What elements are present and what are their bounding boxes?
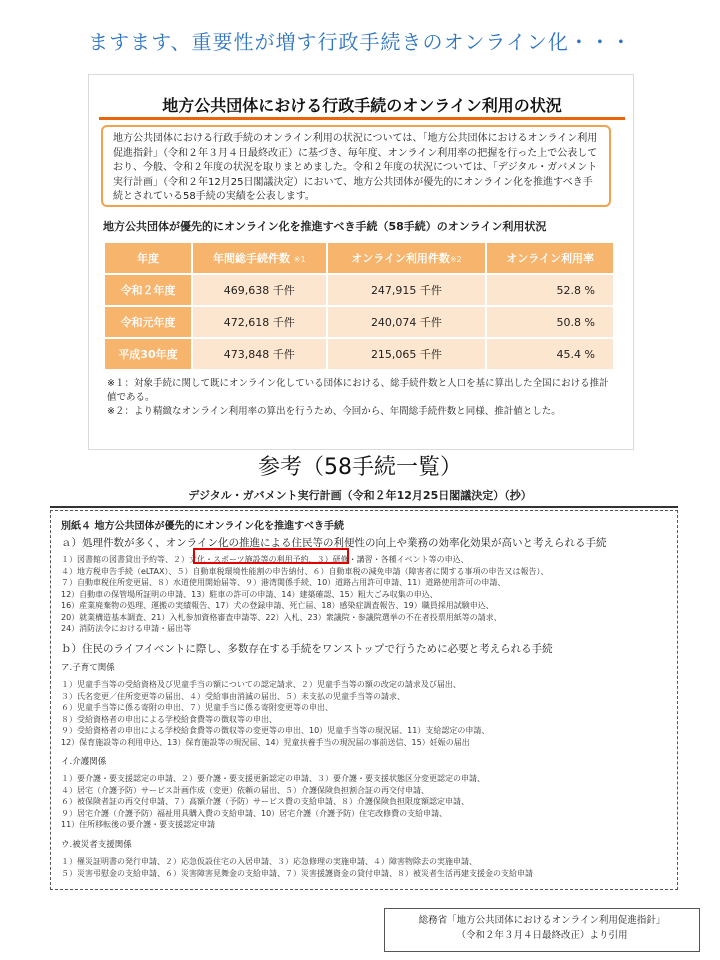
cell-year: 令和元年度	[105, 307, 191, 337]
note-2: ※２：より精緻なオンライン利用率の算出を行うため、今回から、年間総手続件数と同様、推計値とした。	[107, 406, 561, 417]
online-usage-panel	[88, 74, 634, 450]
cell-total: 473,848 千件	[193, 339, 326, 369]
list-item: 11）住所移転後の要介護・要支援認定申請	[61, 820, 216, 829]
subcategory-disaster: ウ.被災者支援関係	[61, 840, 132, 850]
cell-online: 215,065 千件	[328, 339, 486, 369]
list-item: １）図書館の図書貸出予約等、２）文化・スポーツ施設等の利用予約、３）研修・講習・各種イベント等の申込、	[61, 555, 469, 564]
citation-box	[384, 908, 700, 952]
table-row	[105, 339, 613, 369]
list-item: 12）自動車の保管場所証明の申請、13）駐車の許可の申請、14）建築確認、15）粗大ごみ収集の申込、	[61, 589, 438, 599]
list-item: ３）氏名変更／住所変更等の届出、４）受給事由消滅の届出、５）未支払の児童手当等の請求、	[61, 691, 405, 701]
subcategory-childcare: ア.子育て関係	[61, 663, 115, 673]
table-row	[105, 275, 613, 305]
list-item: １）要介護・要支援認定の申請、２）要介護・要支援更新認定の申請、３）要介護・要支援状態区分変更認定の申請、	[61, 774, 485, 783]
reference-heading: 参考（58手続一覧）	[258, 455, 462, 480]
header-fiscal-year: 年度	[105, 243, 191, 273]
list-item: ４）居宅（介護予防）サービス計画作成（変更）依頼の届出、５）介護保険負担割合証の再交付申請、	[61, 785, 429, 795]
table-notes	[107, 377, 617, 419]
list-item: ５）災害弔慰金の支給申請、６）災害障害見舞金の支給申請、７）災害援護資金の貸付申請、８）被災者生活再建支援金の支給申請	[61, 868, 533, 878]
attachment-title: 別紙４ 地方公共団体が優先的にオンライン化を推進すべき手続	[61, 521, 344, 532]
cell-total: 472,618 千件	[193, 307, 326, 337]
intro-box: 地方公共団体における行政手続のオンライン利用の状況については、「地方公共団体におけるオンライン利用促進指針」（令和２年３月４日最終改正）に基づき、毎年度、オンライン利用率の把握を行った上で公表しており、今般、令和２年度の状況を取りまとめました。令和２年度の状況については、「デジタル・ガバメント実行計画」（令和２年12月25日閣議決定）において、地方公共団体が優先的にオンライン化を推進すべき手続とされている58手続の実績を公表します。	[101, 125, 611, 207]
header-online-count: オンライン利用件数※2	[328, 243, 486, 273]
table-title: 地方公共団体が優先的にオンライン化を推進すべき手続（58手続）のオンライン利用状況	[103, 220, 547, 233]
cell-online: 240,074 千件	[328, 307, 486, 337]
list-item: ８）受給資格者の申出による学校給食費等の徴収等の申出、	[61, 714, 277, 724]
heading-rule	[99, 117, 625, 120]
list-item: ４）地方税申告手続（eLTAX）、５）自動車税環境性能割の申告納付、６）自動車税の減免申請（障害者に関する事項の申告又は報告）、	[61, 566, 549, 576]
list-item: 16）産業廃棄物の処理、運搬の実績報告、17）犬の登録申請、死亡届、18）感染症調査報告、19）職員採用試験申込、	[61, 601, 494, 610]
list-item: ９）居宅介護（介護予防）福祉用具購入費の支給申請、10）居宅介護（介護予防）住宅改修費の支給申請、	[61, 808, 448, 818]
citation-line-1: 総務省「地方公共団体におけるオンライン利用促進指針」	[418, 915, 666, 926]
header-online-rate: オンライン利用率	[487, 243, 613, 273]
citation-line-2: （令和２年３月４日最終改正）より引用	[456, 930, 628, 941]
list-item: 24）消防法令における申請・届出等	[61, 624, 192, 633]
table-header-row	[105, 243, 613, 273]
care-list	[61, 773, 485, 831]
cell-rate: 45.4 %	[487, 339, 613, 369]
list-item: ９）受給資格者の申出による学校給食費等の徴収等の変更等の申出、10）児童手当等の現況届、11）支給認定の申請、	[61, 726, 490, 735]
usage-table	[103, 241, 615, 371]
procedure-list-box	[50, 510, 678, 890]
subcategory-care: イ.介護関係	[61, 757, 107, 767]
slide-title: ますます、重要性が増す行政手続きのオンライン化・・・	[88, 30, 632, 54]
list-item: ７）自動車税住所変更届、８）水道使用開始届等、９）港湾関係手続、10）道路占用許可申請、11）道路使用許可の申請、	[61, 578, 506, 587]
list-item: 20）就業構造基本調査、21）入札参加資格審査申請等、22）入札、23）衆議院・参議院選挙の不在者投票用紙等の請求、	[61, 612, 502, 622]
cell-year: 平成30年度	[105, 339, 191, 369]
disaster-list	[61, 856, 533, 879]
panel-heading: 地方公共団体における行政手続のオンライン利用の状況	[162, 96, 562, 115]
cell-year: 令和２年度	[105, 275, 191, 305]
childcare-list	[61, 679, 489, 748]
header-total-procedures: 年間総手続件数 ※1	[193, 243, 326, 273]
note-1: ※１：対象手続に関して既にオンライン化している団体における、総手続件数と人口を基に算出した全国における推計値である。	[107, 378, 609, 403]
cell-rate: 52.8 %	[487, 275, 613, 305]
cell-rate: 50.8 %	[487, 307, 613, 337]
category-a-list	[61, 554, 549, 635]
doc-title: デジタル・ガバメント実行計画（令和２年12月25日閣議決定）（抄）	[188, 489, 532, 502]
table-row	[105, 307, 613, 337]
list-item: １）罹災証明書の発行申請、２）応急仮設住宅の入居申請、３）応急修理の実施申請、４）障害物除去の実施申請、	[61, 857, 477, 866]
doc-title-rule	[50, 506, 678, 508]
cell-total: 469,638 千件	[193, 275, 326, 305]
category-a-heading: ａ）処理件数が多く、オンライン化の推進による住民等の利便性の向上や業務の効率化効果が高いと考えられる手続	[61, 537, 607, 549]
category-b-heading: ｂ）住民のライフイベントに際し、多数存在する手続をワンストップで行うために必要と考えられる手続	[61, 643, 553, 655]
list-item: １）児童手当等の受給資格及び児童手当の額についての認定請求、２）児童手当等の額の改定の請求及び届出、	[61, 680, 461, 689]
list-item: ６）児童手当等に係る寄附の申出、７）児童手当に係る寄附変更等の申出、	[61, 703, 333, 712]
list-item: 12）保育施設等の利用申込、13）保育施設等の現況届、14）児童扶養手当の現況届の事前送信、15）妊娠の届出	[61, 737, 470, 747]
list-item: ６）被保険者証の再交付申請、７）高額介護（予防）サービス費の支給申請、８）介護保険負担限度額認定申請、	[61, 797, 469, 806]
highlight-box	[193, 548, 349, 564]
cell-online: 247,915 千件	[328, 275, 486, 305]
